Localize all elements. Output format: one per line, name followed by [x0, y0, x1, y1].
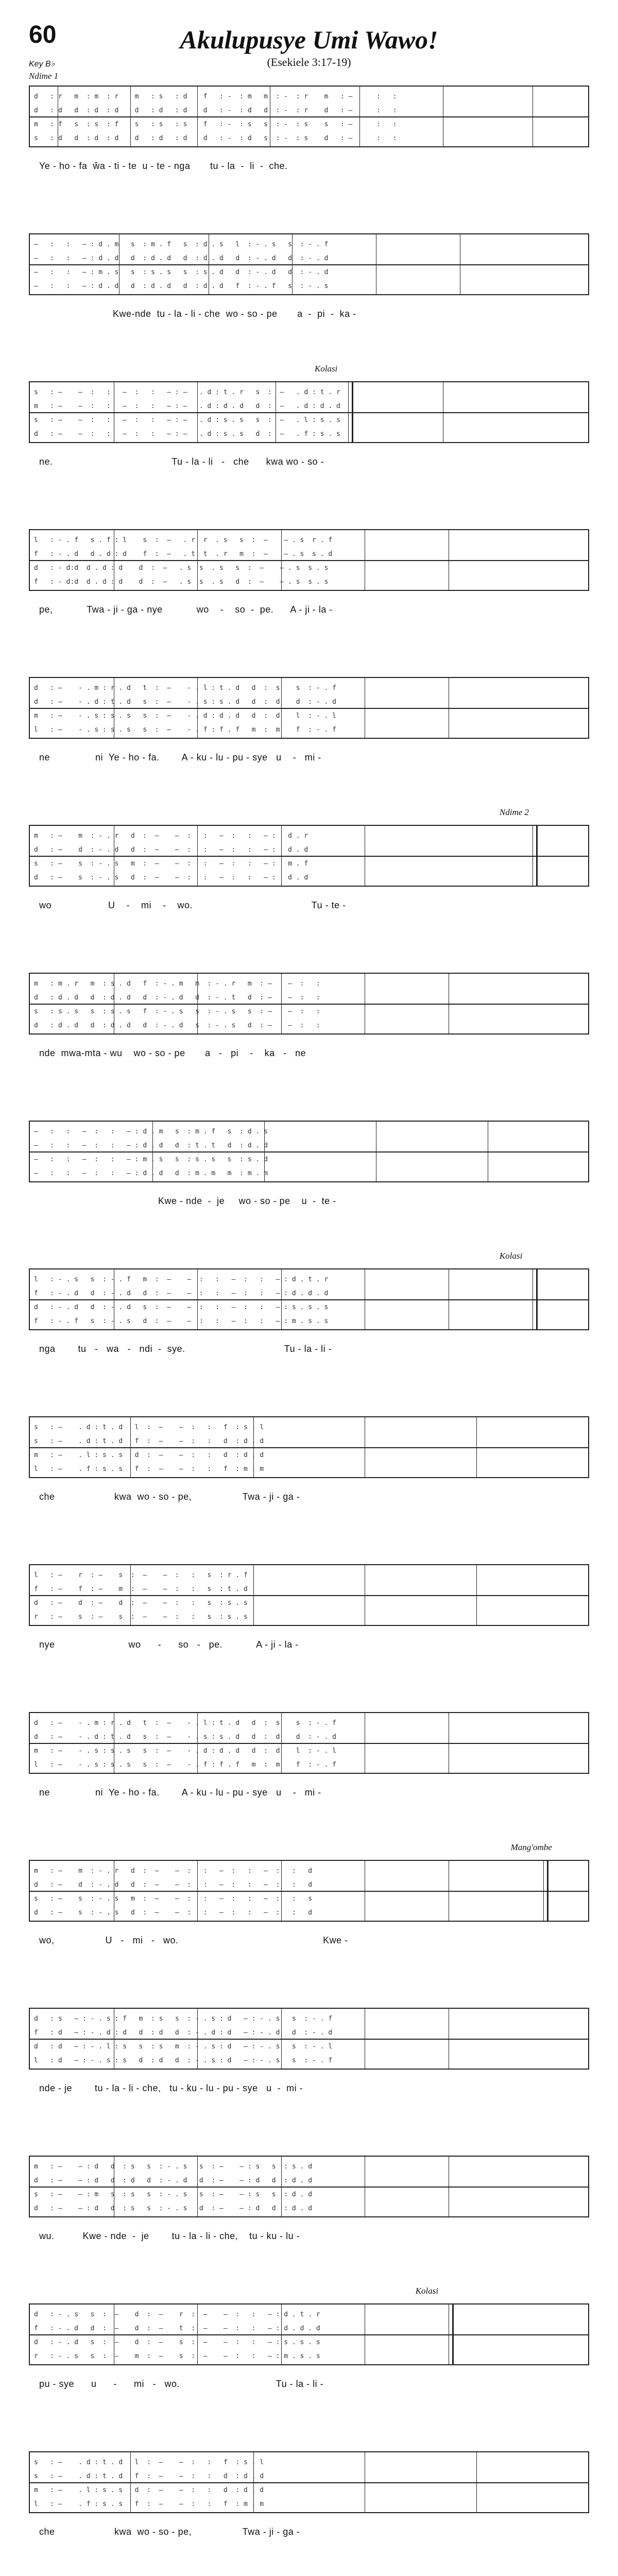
voice-part-line: d : — — : d d : d d : - . d d : — — : d d : d . d — [34, 2177, 313, 2184]
voice-part-line: l : — - . s : s . s s : — - . f : f . f m : m f : - . f — [34, 1761, 336, 1769]
key-signature: Key B♭ — [29, 60, 55, 69]
voice-part-line: s : s . s s : s . s f : - . s s : - . s s : — — : : — [34, 1008, 320, 1015]
sol-fa-staff — [29, 381, 589, 443]
sol-fa-notes — [34, 238, 584, 293]
voice-part-line: s : — . d : t . d l : — — : : f : s . l — [34, 2459, 264, 2466]
voice-part-line: d : — - . m : r . d t : — - . l : t . d d : s s : - . f — [34, 1719, 336, 1727]
lyric-line: pe, Twa - ji - ga - nye wo - so - pe. A - ji - la - — [39, 604, 333, 615]
voice-part-line: m : — - . s : s . s s : — - . d : d . d d : d l : - . l — [34, 1747, 336, 1755]
voice-part-line: m : — m : - . r d : — — : : — : : — : : d — [34, 1867, 313, 1875]
voice-part-line: — : : — : : — : d . d d : t . t d : d . d — [34, 1142, 268, 1149]
voice-part-line: m : — — : d d : s s : - . s s : — — : s s : s . d — [34, 2163, 313, 2171]
hymn-title: Akulupusye Umi Wawo! — [180, 25, 438, 54]
lyric-line: pu - sye u - mi - wo. Tu - la - li - — [39, 2379, 324, 2389]
music-system — [29, 807, 589, 918]
voice-part-line: — : : — : m . s s : s . s s : s . d d : - . d d : - . d — [34, 268, 329, 276]
sol-fa-staff — [29, 2156, 589, 2217]
voice-part-line: f : - . d d : - . d d : — — : : — : : — : d . d . d — [34, 1290, 329, 1297]
lyric-line: nde - je tu - la - li - che, tu - ku - lu - pu - sye u - mi - — [39, 2083, 303, 2093]
sol-fa-notes — [34, 90, 584, 145]
lyric-line: wo U - mi - wo. Tu - te - — [39, 900, 346, 910]
lyric-line: che kwa wo - so - pe, Twa - ji - ga - — [39, 1492, 300, 1502]
music-system — [29, 1416, 589, 1509]
music-system — [29, 1712, 589, 1805]
voice-part-line: d : — - . m : r . d t : — - . l : t . d d : s s : - . f — [34, 684, 336, 692]
voice-part-line: s : — — : : — : : — : — . d : t . r s : — . d : t . r — [34, 388, 340, 396]
voice-part-line: f : - . d d . d : d f : — . t t . r m : — — . s s . d — [34, 550, 333, 558]
lyric-line: ne ni Ye - ho - fa. A - ku - lu - pu - sye u - mi - — [39, 1787, 321, 1798]
sol-fa-staff — [29, 2303, 589, 2365]
sol-fa-notes — [34, 1420, 584, 1476]
music-system — [29, 2451, 589, 2544]
section-marker: Kolasi — [415, 2286, 439, 2296]
section-marker: Kolasi — [499, 1251, 523, 1261]
voice-part-line: d : - d:d d . d : d d : — . s s . s s : — — . s s . s — [34, 564, 329, 572]
music-system — [29, 2156, 589, 2248]
sol-fa-staff — [29, 825, 589, 887]
voice-part-line: r : — s : — s : — — : : s : s . s — [34, 1613, 248, 1621]
sol-fa-notes — [34, 533, 584, 589]
sol-fa-notes — [34, 2160, 584, 2215]
voice-part-line: f : - . f s : - . s d : — — : : — : : — : m . s . s — [34, 1317, 329, 1325]
lyric-line: Kwe-nde tu - la - li - che wo - so - pe a - pi - ka - — [39, 309, 356, 319]
voice-part-line: s : — . d : t . d l : — — : : f : s . l — [34, 1423, 264, 1431]
music-system — [29, 364, 589, 474]
sol-fa-notes — [34, 385, 584, 441]
voice-part-line: l : - . s s : - . f m : — — : : — : : — : d . t . r — [34, 1276, 329, 1283]
sol-fa-staff — [29, 1564, 589, 1626]
voice-part-line: d : — — : : — : : — : — . d : s . s d : — . f : s . s — [34, 430, 340, 438]
sol-fa-staff — [29, 233, 589, 295]
music-system — [29, 1121, 589, 1213]
voice-part-line: f : d — : - . d : d d : d d : - . d : d — : - . d d : - . d — [34, 2029, 333, 2037]
sol-fa-notes — [34, 829, 584, 885]
voice-part-line: l : d — : - . s : s d : d d : - . s : d — : - . s s : - . f — [34, 2057, 333, 2064]
lyric-line: Kwe - nde - je wo - so - pe u - te - — [39, 1196, 336, 1206]
music-system — [29, 1564, 589, 1657]
lyric-line: wu. Kwe - nde - je tu - la - li - che, tu - ku - lu - — [39, 2231, 300, 2241]
voice-part-line: d : - . d d : - . d s : — — : : — : : — : s . s . s — [34, 1303, 329, 1311]
voice-part-line: d : d — : - . l : s s : s m : - . s : d — : - . s s : - . l — [34, 2043, 333, 2050]
sol-fa-staff — [29, 2008, 589, 2070]
lyric-line: ne ni Ye - ho - fa. A - ku - lu - pu - sye u - mi - — [39, 752, 321, 762]
voice-part-line: s : — . d : t . d f : — — : : d : d . d — [34, 2472, 264, 2480]
voice-part-line: m : — m : - . r d : — — : : — : : — : d . r — [34, 832, 308, 840]
voice-part-line: l : — - . s : s . s s : — - . f : f . f m : m f : - . f — [34, 726, 336, 734]
voice-part-line: d : — - . d : t . d s : — - . s : s . d d : d d : - . d — [34, 698, 336, 706]
voice-part-line: m : m . r m : s . d f : - . m m : - . r m : — — : : — [34, 980, 320, 988]
voice-part-line: d : — — : d d : s s : - . s d : — — : d d : d . d — [34, 2205, 313, 2212]
sol-fa-notes — [34, 2308, 584, 2363]
verse-label: Ndime 1 — [29, 71, 59, 81]
voice-part-line: d : r m : m : r m : s : d f : - : m m : - : r m : — : : — [34, 93, 397, 100]
voice-part-line: s : — s : - . s m : — — : : — : : — : m . f — [34, 860, 308, 868]
voice-part-line: d : - . d s : — d : — s : — — : : — : s . s . s — [34, 2338, 320, 2346]
voice-part-line: d : — d : — d : — — : : s : s . s — [34, 1599, 248, 1607]
music-system — [29, 2286, 589, 2396]
voice-part-line: m : — - . s : s . s s : — - . d : d . d d : d l : - . l — [34, 712, 336, 720]
voice-part-line: d : — s : - . s d : — — : : — : : — : d . d — [34, 874, 308, 882]
sol-fa-notes — [34, 977, 584, 1032]
sol-fa-notes — [34, 1273, 584, 1328]
music-system — [29, 973, 589, 1065]
voice-part-line: s : d d : d : d d : d : d d : - : d s : - : s d : — : : — [34, 134, 397, 142]
lyric-line: wo, U - mi - wo. Kwe - — [39, 1935, 348, 1945]
music-system — [29, 677, 589, 770]
sol-fa-notes — [34, 1864, 584, 1920]
sol-fa-staff — [29, 1268, 589, 1330]
voice-part-line: d : — s : - . s d : — — : : — : : — : : d — [34, 1909, 313, 1917]
sol-fa-notes — [34, 1568, 584, 1624]
voice-part-line: f : — f : — m : — — : : s : t . d — [34, 1585, 248, 1593]
voice-part-line: d : — d : - . d d : — — : : — : : — : : d — [34, 1881, 313, 1889]
sol-fa-staff — [29, 2451, 589, 2513]
voice-part-line: d : — - . d : t . d s : — - . s : s . d d : d d : - . d — [34, 1733, 336, 1741]
sol-fa-staff — [29, 1860, 589, 1922]
lyric-line: che kwa wo - so - pe, Twa - ji - ga - — [39, 2527, 300, 2537]
music-system — [29, 1251, 589, 1361]
voice-part-line: l : — r : — s : — — : : s : r . f — [34, 1571, 248, 1579]
voice-part-line: m : — . l : s . s d : — — : : d : d . d — [34, 1451, 264, 1459]
lyric-line: nde mwa-mta - wu wo - so - pe a - pi - ka - ne — [39, 1048, 306, 1058]
voice-part-line: r : - . s s : — m : — s : — — : : — : m . s . s — [34, 2352, 320, 2360]
lyric-line: ne. Tu - la - li - che kwa wo - so - — [39, 456, 324, 467]
lyric-line: nga tu - wa - ndi - sye. Tu - la - li - — [39, 1344, 332, 1354]
section-marker: Kolasi — [314, 364, 338, 374]
sol-fa-staff — [29, 973, 589, 1035]
lyric-line: Ye - ho - fa ŵa - ti - te u - te - nga tu - la - li - che. — [39, 161, 288, 171]
voice-part-line: — : : — : d . d d : d . d d : d . d f : - . f s : - . s — [34, 282, 329, 290]
voice-part-line: — : : — : : — : d . m s : m . f s : d . s — [34, 1128, 268, 1136]
voice-part-line: m : — . l : s . s d : — — : : d : d . d — [34, 2486, 264, 2494]
voice-part-line: s : — — : m s : s s : - . s s : — — : s s : d . d — [34, 2191, 313, 2198]
voice-part-line: — : : — : d . d d : d . d d : d . d d : - . d d : - . d — [34, 255, 329, 262]
hymn-number: 60 — [29, 21, 57, 48]
voice-part-line: m : f s : s : f s : s : s f : - : s s : - : s s : — : : — [34, 121, 397, 128]
voice-part-line: d : d d : d : d d : d : d d : - : d d : - : r d : — : : — [34, 107, 397, 114]
voice-part-line: l : - . f s . f : l s : — . r r . s s : — — . s r . f — [34, 536, 333, 544]
voice-part-line: d : d . d d : d . d d : - . d s : - . s d : — — : : — [34, 1022, 320, 1029]
sol-fa-notes — [34, 2012, 584, 2067]
music-system — [29, 529, 589, 622]
voice-part-line: f : - . d d : — d : — t : — — : : — : d . d . d — [34, 2325, 320, 2332]
voice-part-line: d : s — : - . s : f m : s s : - . s : d — : - . s s : - . f — [34, 2015, 333, 2023]
voice-part-line: d : d . d d : d . d d : - . d d : - . t d : — — : : — [34, 994, 320, 1002]
music-system — [29, 1842, 589, 1953]
voice-part-line: d : — d : - . d d : — — : : — : : — : d . d — [34, 846, 308, 854]
sol-fa-notes — [34, 1125, 584, 1180]
music-system — [29, 233, 589, 326]
lyric-line: nye wo - so - pe. A - ji - la - — [39, 1639, 299, 1650]
voice-part-line: m : — — : : — : : — : — . d : d . d d : — . d : d . d — [34, 402, 340, 410]
voice-part-line: d : - . s s : — d : — r : — — : : — : d . t . r — [34, 2311, 320, 2318]
voice-part-line: l : — . f : s . s f : — — : : f : m . m — [34, 1465, 264, 1473]
music-system — [29, 2008, 589, 2100]
sol-fa-staff — [29, 86, 589, 147]
section-marker: Ndime 2 — [499, 807, 529, 817]
sol-fa-staff — [29, 1416, 589, 1478]
sol-fa-staff — [29, 529, 589, 591]
music-system — [29, 86, 589, 178]
scripture-reference: (Esekiele 3:17-19) — [267, 56, 351, 69]
voice-part-line: f : - d:d d . d : d d : — . s s . s d : — — . s s . s — [34, 578, 329, 586]
voice-part-line: s : — . d : t . d f : — — : : d : d . d — [34, 1437, 264, 1445]
voice-part-line: s : — s : - . s m : — — : : — : : — : : s — [34, 1895, 313, 1903]
voice-part-line: — : : — : : — : d . d d : m . m m : m . m — [34, 1170, 268, 1177]
voice-part-line: — : : — : d . m s : m . f s : d . s l : - . s s : - . f — [34, 241, 329, 248]
sol-fa-notes — [34, 2455, 584, 2511]
voice-part-line: — : : — : : — : m . s s : s . s s : s . d — [34, 1156, 268, 1163]
section-marker: Mang'ombe — [510, 1842, 552, 1852]
voice-part-line: l : — . f : s . s f : — — : : f : m . m — [34, 2500, 264, 2508]
sol-fa-staff — [29, 1121, 589, 1182]
sol-fa-staff — [29, 677, 589, 739]
voice-part-line: s : — — : : — : : — : — . d : s . s s : — . l : s . s — [34, 416, 340, 424]
sol-fa-staff — [29, 1712, 589, 1774]
sol-fa-notes — [34, 1716, 584, 1772]
sol-fa-notes — [34, 681, 584, 737]
